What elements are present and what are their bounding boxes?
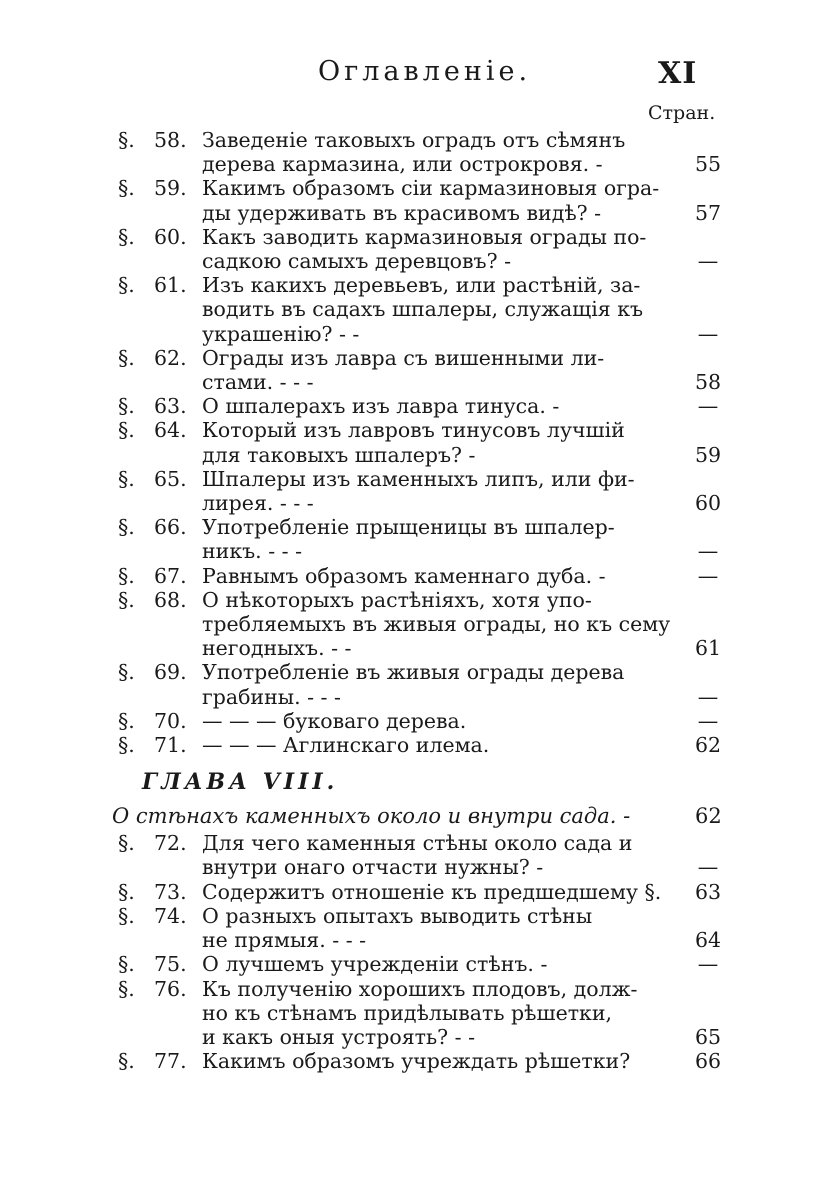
section-symbol: §. (118, 273, 135, 298)
entry-text-line: грабины. - - - (202, 684, 341, 709)
toc-entry (110, 1049, 730, 1073)
section-number: 68. (154, 587, 187, 612)
section-symbol: §. (118, 345, 135, 370)
section-number: 58. (154, 128, 187, 152)
section-number: 61. (154, 273, 187, 298)
toc-entry (110, 346, 730, 394)
section-symbol: §. (118, 1049, 135, 1074)
section-number: 76. (154, 976, 187, 1001)
page-number: 65 (695, 1024, 722, 1049)
section-symbol: §. (118, 587, 135, 612)
page-number: 58 (695, 370, 722, 395)
section-number: 74. (154, 903, 187, 928)
chapter-subtitle-text: О стѣнахъ каменныхъ около и внутри сада. - (112, 804, 631, 829)
page-title: Оглавленіе. (318, 56, 532, 87)
entry-text-line: Какъ заводить кармазиновыя ограды по- (202, 224, 647, 249)
entry-text-line: садкою самыхъ деревцовъ? - (202, 249, 512, 274)
entry-text-line: Содержитъ отношеніе къ предшедшему §. (202, 879, 662, 904)
toc-entry (110, 904, 730, 952)
section-symbol: §. (118, 976, 135, 1001)
page-number: — (697, 708, 719, 733)
section-number: 72. (154, 831, 187, 856)
section-number: 73. (154, 879, 187, 904)
entry-text-line: но къ стѣнамъ придѣлывать рѣшетки, (202, 1000, 613, 1025)
page-number: 64 (695, 928, 722, 953)
section-symbol: §. (118, 952, 135, 977)
section-number: 71. (154, 733, 187, 758)
page-number: — (697, 952, 719, 977)
toc-entry (110, 831, 730, 879)
toc-entry (110, 176, 730, 224)
chapter-subtitle-page: 62 (695, 804, 722, 829)
entry-text-line: О шпалерахъ изъ лавра тинуса. - (202, 394, 560, 419)
section-symbol: §. (118, 831, 135, 856)
page-numeral: XI (658, 56, 698, 91)
toc-entry (110, 733, 730, 757)
entry-text-line: — — — Аглинскаго илема. (202, 733, 490, 758)
section-number: 64. (154, 418, 187, 443)
toc-entries-chapter-viii (110, 831, 730, 1073)
page-number: 66 (695, 1049, 722, 1074)
section-number: 60. (154, 224, 187, 249)
page-column-label: Стран. (648, 102, 716, 124)
page-number: — (697, 539, 719, 564)
page-number: 60 (695, 491, 722, 516)
section-number: 70. (154, 708, 187, 733)
toc-entry (110, 273, 730, 346)
entry-text-line: никъ. - - - (202, 539, 303, 564)
entry-text-line: — — — буковаго дерева. (202, 708, 467, 733)
page-number: 57 (695, 200, 722, 225)
toc-entry (110, 564, 730, 588)
entry-text-line: ды удерживать въ красивомъ видѣ? - (202, 200, 602, 225)
page-number: — (697, 321, 719, 346)
section-number: 69. (154, 660, 187, 685)
section-symbol: §. (118, 903, 135, 928)
entry-text-line: Для чего каменныя стѣны около сада и (202, 831, 633, 856)
toc-entries-chapter-vii (110, 128, 730, 757)
section-symbol: §. (118, 224, 135, 249)
entry-text-line: внутри онаго отчасти нужны? - (202, 855, 544, 880)
section-number: 59. (154, 176, 187, 201)
toc-entry (110, 880, 730, 904)
section-symbol: §. (118, 879, 135, 904)
toc-entry (110, 660, 730, 708)
entry-text-line: стами. - - - (202, 370, 314, 395)
entry-text-line: не прямыя. - - - (202, 928, 367, 953)
page-number: 62 (695, 733, 722, 758)
entry-text-line: Который изъ лавровъ тинусовъ лучшій (202, 418, 625, 443)
section-symbol: §. (118, 660, 135, 685)
page-number: 63 (695, 879, 722, 904)
section-number: 66. (154, 515, 187, 540)
section-number: 77. (154, 1049, 187, 1074)
entry-text-line: Ограды изъ лавра съ вишенными ли- (202, 345, 605, 370)
entry-text-line: Къ полученію хорошихъ плодовъ, долж- (202, 976, 638, 1001)
toc-entry (110, 394, 730, 418)
page-number: 61 (695, 636, 722, 661)
section-symbol: §. (118, 515, 135, 540)
entry-text-line: Шпалеры изъ каменныхъ липъ, или фи- (202, 466, 635, 491)
page-number: 59 (695, 442, 722, 467)
toc-entry (110, 467, 730, 515)
entry-text-line: водить въ садахъ шпалеры, служащія къ (202, 297, 644, 322)
page-number: — (697, 855, 719, 880)
page-number: 55 (695, 152, 722, 177)
toc-entry (110, 515, 730, 563)
page-number: — (697, 563, 719, 588)
section-number: 63. (154, 394, 187, 419)
entry-text-line: Употребленіе въ живыя ограды дерева (202, 660, 625, 685)
section-number: 75. (154, 952, 187, 977)
toc-entry (110, 128, 730, 176)
entry-text-line: Употребленіе прыщеницы въ шпалер- (202, 515, 615, 540)
toc-entry (110, 225, 730, 273)
section-symbol: §. (118, 176, 135, 201)
toc-entry (110, 418, 730, 466)
section-symbol: §. (118, 563, 135, 588)
toc-entry (110, 588, 730, 661)
section-symbol: §. (118, 733, 135, 758)
section-symbol: §. (118, 466, 135, 491)
entry-text-line: О нѣкоторыхъ растѣніяхъ, хотя упо- (202, 587, 592, 612)
section-symbol: §. (118, 394, 135, 419)
chapter-subtitle (110, 803, 730, 829)
section-number: 62. (154, 345, 187, 370)
entry-text-line: лирея. - - - (202, 491, 314, 516)
page-number: — (697, 684, 719, 709)
chapter-heading: ГЛАВА VIII. (142, 769, 339, 796)
entry-text-line: украшенію? - - (202, 321, 360, 346)
entry-text-line: Какимъ образомъ учреждать рѣшетки? (202, 1049, 631, 1074)
table-of-contents (110, 128, 730, 1073)
entry-text-line: Какимъ образомъ сіи кармазиновыя огра- (202, 176, 660, 201)
page-number: — (697, 249, 719, 273)
toc-entry (110, 952, 730, 976)
entry-text-line: О разныхъ опытахъ выводить стѣны (202, 903, 593, 928)
entry-text-line: дерева кармазина, или острокровя. - (202, 152, 603, 177)
entry-text-line: требляемыхъ въ живыя ограды, но къ сему (202, 612, 671, 637)
page-number: — (697, 394, 719, 419)
entry-text-line: Заведеніе таковыхъ оградъ отъ сѣмянъ (202, 128, 626, 152)
entry-text-line: Изъ какихъ деревьевъ, или растѣній, за- (202, 273, 641, 298)
section-symbol: §. (118, 128, 135, 152)
entry-text-line: и какъ оныя устроять? - - (202, 1024, 476, 1049)
entry-text-line: Равнымъ образомъ каменнаго дуба. - (202, 563, 606, 588)
entry-text-line: для таковыхъ шпалеръ? - (202, 442, 476, 467)
section-number: 65. (154, 466, 187, 491)
entry-text-line: негодныхъ. - - (202, 636, 352, 661)
section-number: 67. (154, 563, 187, 588)
toc-entry (110, 709, 730, 733)
entry-text-line: О лучшемъ учрежденіи стѣнъ. - (202, 952, 548, 977)
section-symbol: §. (118, 418, 135, 443)
toc-entry (110, 977, 730, 1050)
section-symbol: §. (118, 708, 135, 733)
